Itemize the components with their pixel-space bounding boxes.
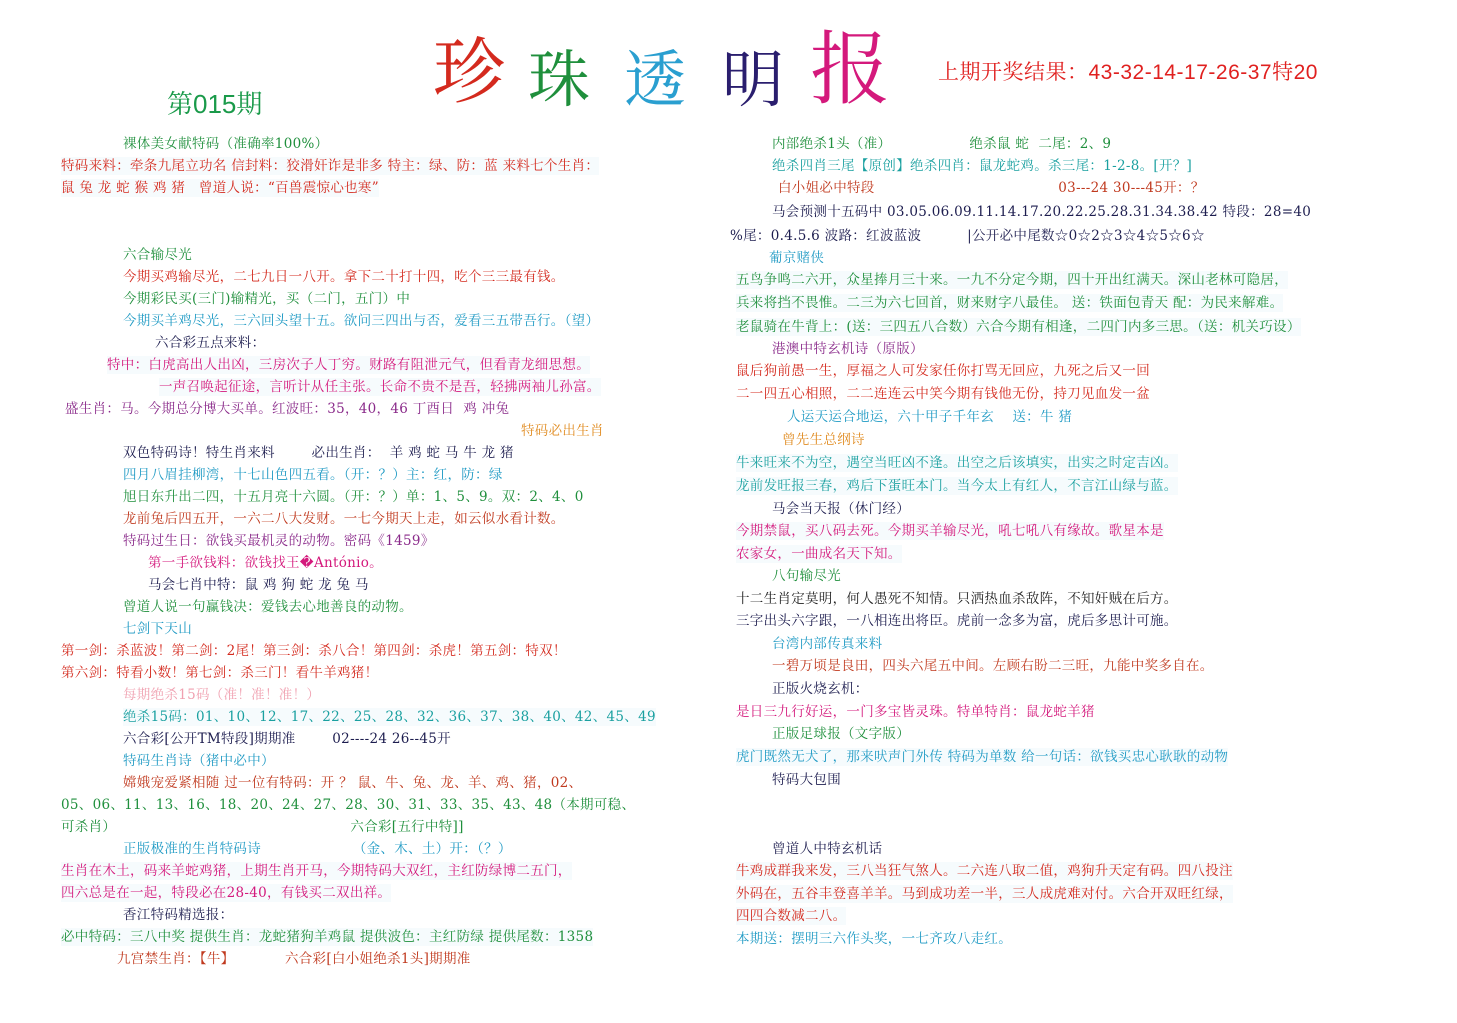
text-line: 绝杀15码：01、10、12、17、22、25、28、32、36、37、38、40、42、45、49 bbox=[123, 709, 656, 725]
section-heading: 八句输尽光 bbox=[772, 568, 841, 584]
text-line: 裸体美女献特码（准确率100%） bbox=[123, 136, 329, 152]
text-line: 是日三九行好运，一门多宝皆灵珠。特单特肖：鼠龙蛇羊猪 bbox=[736, 704, 1095, 720]
text-line: 兵来将挡不畏惟。二三为六七回首，财来财字八最佳。 送：铁面包青天 配：为民来解难。 bbox=[736, 295, 1284, 311]
text-line: 今期买鸡输尽光，二七九日一八开。拿下二十打十四，吃个三三最有钱。 bbox=[123, 269, 565, 285]
title-char-3: 透 bbox=[624, 43, 687, 116]
text-line: 盛生肖：马。今期总分博大买单。红波旺：35，40，46 丁酉日 鸡 冲兔 bbox=[65, 401, 510, 417]
text-line: 一碧万顷是良田，四头六尾五中间。左顾右盼二三旺，九能中奖多自在。 bbox=[772, 658, 1214, 674]
text-line: 四月八眉挂柳湾，十七山色四五看。（开：？）主：红，防：绿 bbox=[123, 467, 503, 483]
section-heading: 台湾内部传真来料 bbox=[772, 636, 883, 652]
text-line: 内部绝杀1头（准） 绝杀鼠 蛇 二尾：2、9 bbox=[772, 136, 1112, 152]
text-line: 旭日东升出二四，十五月亮十六圆。（开：？）单：1、5、9。双：2、4、0 bbox=[123, 489, 584, 505]
text-line: 生肖在木土，码来羊蛇鸡猪，上期生肖开马，今期特码大双红，主红防绿博二五门， bbox=[61, 863, 572, 879]
section-heading: 正版极准的生肖特码诗 （金、木、土）开：（？） bbox=[123, 841, 512, 857]
text-line: 六合彩[公开TM特段]期期准 02----24 26--45开 bbox=[123, 731, 451, 747]
section-heading: 曾先生总纲诗 bbox=[782, 432, 865, 448]
text-line: 特中：白虎高出人出凶，三房次子人丁穷。财路有阻泄元气，但看青龙细思想。 bbox=[107, 357, 590, 373]
text-line: 一声召唤起征途，言听计从任主张。长命不贵不是吾，轻拂两袖儿孙富。 bbox=[159, 379, 601, 395]
text-line: 必中特码：三八中奖 提供生肖：龙蛇猪狗羊鸡鼠 提供波色：主红防绿 提供尾数：1358 bbox=[61, 929, 594, 945]
section-heading: 正版火烧玄机： bbox=[772, 681, 869, 697]
title-char-1: 珍 bbox=[433, 30, 506, 114]
text-line: 外码在，五谷丰登喜羊羊。马到成功差一半，三人成虎难对付。六合开双旺红绿， bbox=[736, 886, 1233, 902]
text-line: 05、06、11、13、16、18、20、24、27、28、30、31、33、35、43、48（本期可稳、 bbox=[61, 797, 636, 813]
text-line: %尾：0.4.5.6 波路：红波蓝波 |公开必中尾数☆0☆2☆3☆4☆5☆6☆ bbox=[730, 228, 1205, 244]
text-line: 五鸟争鸣二六开，众星捧月三十来。一九不分定今期，四十开出红满天。深山老林可隐居， bbox=[736, 272, 1288, 288]
text-line: 人运天运合地运，六十甲子千年玄 送：牛 猪 bbox=[787, 409, 1073, 425]
text-line: 老鼠骑在牛背上：(送：三四五八合数）六合今期有相逢，二四门内多三思。（送：机关巧设） bbox=[736, 319, 1301, 335]
text-line: 牛鸡成群我来发，三八当狂气煞人。二六连八取二值，鸡狗升天定有码。四八投注 bbox=[736, 863, 1233, 879]
section-heading: 正版足球报（文字版） bbox=[772, 726, 910, 742]
text-line: 可杀肖） 六合彩[五行中特]] bbox=[61, 819, 464, 835]
section-heading: 香江特码精选报： bbox=[123, 907, 234, 923]
text-line: 马会预测十五码中 03.05.06.09.11.14.17.20.22.25.28.31.34.38.42 特段：28=40 bbox=[772, 204, 1312, 220]
last-draw-result: 上期开奖结果：43-32-14-17-26-37特20 bbox=[938, 61, 1318, 84]
text-line: 今期买羊鸡尽光，三六回头望十五。欲问三四出与否，爱看三五带吾行。（望） bbox=[123, 313, 600, 329]
text-line: 虎门既然无犬了，那来吠声门外传 特码为单数 给一句话：欲钱买忠心耿耿的动物 bbox=[736, 749, 1229, 765]
text-line: 鼠 兔 龙 蛇 猴 鸡 猪 曾道人说：“百兽震惊心也寒” bbox=[61, 180, 379, 196]
section-heading: 马会当天报（休门经） bbox=[772, 501, 910, 517]
title-char-4: 明 bbox=[722, 43, 785, 116]
section-heading: 葡京赌侠 bbox=[769, 250, 825, 266]
text-line: 第一手欲钱料：欲钱找王�António。 bbox=[148, 555, 383, 571]
section-heading: 特码生肖诗（猪中必中） bbox=[123, 753, 275, 769]
section-heading: 特码大包围 bbox=[772, 772, 841, 788]
text-line: 白小姐必中特段 03---24 30---45开：？ bbox=[778, 180, 1205, 196]
text-line: 农家女，一曲成名天下知。 bbox=[736, 546, 902, 562]
text-line: 牛来旺来不为空，遇空当旺凶不逢。出空之后该填实，出实之时定吉凶。 bbox=[736, 455, 1178, 471]
section-heading: 港澳中特玄机诗（原版） bbox=[772, 341, 924, 357]
text-line: 绝杀四肖三尾【原创】绝杀四肖：鼠龙蛇鸡。杀三尾：1-2-8。[开？] bbox=[772, 158, 1193, 174]
section-heading: 七剑下天山 bbox=[123, 621, 192, 637]
issue-number: 第015期 bbox=[167, 89, 263, 119]
text-line: 四四合数减二八。 bbox=[736, 908, 847, 924]
title-char-5: 报 bbox=[810, 23, 890, 116]
text-line: 第一剑：杀蓝波！第二剑：2尾！第三剑：杀八合！第四剑：杀虎！第五剑：特双！ bbox=[61, 643, 567, 659]
text-line: 特码过生日：欲钱买最机灵的动物。密码《1459》 bbox=[123, 533, 435, 549]
text-line: 鼠后狗前愚一生，厚福之人可发家任你打骂无回应，九死之后又一回 bbox=[736, 363, 1150, 379]
section-heading: 六合输尽光 bbox=[123, 247, 192, 263]
text-line: 三字出头六字跟，一八相连出将臣。虎前一念多为富，虎后多思计可施。 bbox=[736, 613, 1178, 629]
text-line: 双色特码诗！特生肖来料 必出生肖： 羊 鸡 蛇 马 牛 龙 猪 bbox=[123, 445, 514, 461]
text-line: 马会七肖中特：鼠 鸡 狗 蛇 龙 兔 马 bbox=[148, 577, 369, 593]
text-line: 今期彩民买(三门)输精光，买（二门，五门）中 bbox=[123, 291, 411, 307]
text-line: 今期禁鼠，买八码去死。今期买羊输尽光，吼七吼八有缘故。歌星本是 bbox=[736, 523, 1164, 539]
title-char-2: 珠 bbox=[528, 43, 591, 116]
text-line: 龙前兔后四五开，一六二八大发财。一七今期天上走，如云似水看计数。 bbox=[123, 511, 565, 527]
text-line: 龙前发旺报三春，鸡后下蛋旺本门。当今太上有红人，不言江山绿与蓝。 bbox=[736, 478, 1178, 494]
text-line: 本期送：摆明三六作头奖，一七齐攻八走红。 bbox=[736, 931, 1012, 947]
section-heading: 六合彩五点来料： bbox=[155, 335, 266, 351]
section-heading: 特码必出生肖 bbox=[521, 423, 604, 439]
text-line: 十二生肖定莫明，何人愚死不知情。只洒热血杀敌阵，不知奸贼在后方。 bbox=[736, 591, 1178, 607]
section-heading: 每期绝杀15码（准！准！准！） bbox=[123, 687, 321, 703]
text-line: 九宫禁生肖：【牛】 六合彩[白小姐绝杀1头]期期准 bbox=[117, 951, 471, 967]
text-line: 第六剑：特看小数！第七剑：杀三门！看牛羊鸡猪！ bbox=[61, 665, 379, 681]
text-line: 二一四五心相照，二二连连云中笑今期有钱他无份，持刀见血发一盆 bbox=[736, 386, 1150, 402]
text-line: 曾道人说一句赢钱决：爱钱去心地善良的动物。 bbox=[123, 599, 413, 615]
section-heading: 曾道人中特玄机话 bbox=[772, 841, 883, 857]
text-line: 特码来料：牵条九尾立功名 信封料：狡滑奸诈是非多 特主：绿、防：蓝 来料七个生肖： bbox=[61, 158, 600, 174]
text-line: 嫦娥宠爱紧相随 过一位有特码：开 ？ 鼠、牛、兔、龙、羊、鸡、猪，02、 bbox=[123, 775, 583, 791]
text-line: 四六总是在一起，特段必在28-40，有钱买二双出祥。 bbox=[61, 885, 392, 901]
